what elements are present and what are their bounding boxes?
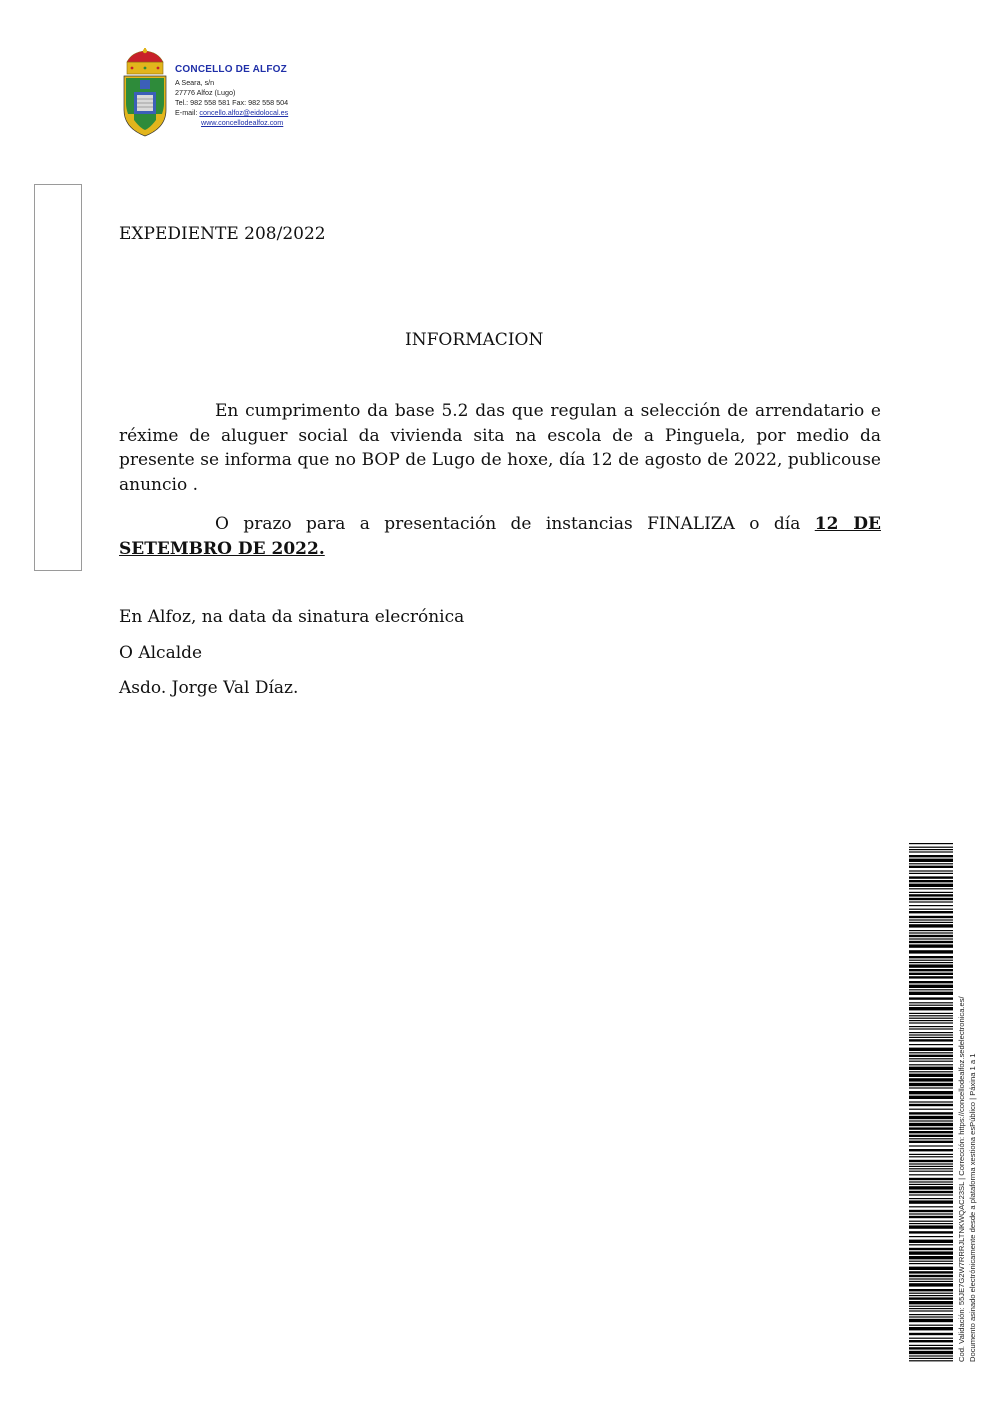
- barcode-bar: [909, 1306, 953, 1307]
- validation-line-2: Documento asinado electrónicamente desde a plataforma xestiona esPúblico | Páxina 1 a 1: [967, 1053, 977, 1362]
- barcode-bar: [909, 1244, 953, 1245]
- file-number: EXPEDIENTE 208/2022: [119, 224, 326, 244]
- barcode-bar: [909, 859, 953, 862]
- phone-line: Tel.: 982 558 581 Fax: 982 558 504: [175, 98, 289, 107]
- signer-name: Asdo. Jorge Val Díaz.: [119, 678, 299, 698]
- barcode-bar: [909, 1251, 953, 1254]
- barcode-bar: [909, 1327, 953, 1330]
- barcode-bar: [909, 870, 953, 871]
- barcode-bar: [909, 884, 953, 887]
- barcode-bar: [909, 1314, 953, 1315]
- barcode-bar: [909, 1198, 953, 1199]
- paragraph-announcement: [119, 399, 881, 497]
- barcode-bar: [909, 1355, 953, 1356]
- barcode-bar: [909, 876, 953, 878]
- barcode-bar: [909, 941, 953, 943]
- barcode-bar: [909, 1135, 953, 1137]
- barcode-bar: [909, 1267, 953, 1270]
- barcode-bar: [909, 1005, 953, 1006]
- barcode-bar: [909, 1316, 953, 1317]
- barcode-bar: [909, 1032, 953, 1033]
- barcode-bar: [909, 1221, 953, 1222]
- place-date: En Alfoz, na data da sinatura elecrónica: [119, 607, 465, 627]
- barcode-bar: [909, 1131, 953, 1133]
- barcode-bar: [909, 905, 953, 906]
- barcode-bar: [909, 1206, 953, 1207]
- barcode-bar: [909, 1231, 953, 1233]
- barcode-bar: [909, 1034, 953, 1035]
- barcode-bar: [909, 1091, 953, 1094]
- barcode-bar: [909, 1200, 953, 1203]
- barcode-bar: [909, 1360, 953, 1361]
- barcode-bar: [909, 935, 953, 937]
- barcode-bar: [909, 1310, 953, 1311]
- barcode-bar: [909, 1248, 953, 1250]
- barcode-bar: [909, 1044, 953, 1045]
- paragraph-announcement-text: En cumprimento da base 5.2 das que regulan a selección de arrendatario e réxime de aluguer social da vivienda sita na escola de a Pinguela, por medio da presente se informa que no BOP de Lugo de hoxe, día 12 de agosto de 2022, publicouse anuncio .: [119, 401, 881, 495]
- organization-name: CONCELLO DE ALFOZ: [175, 64, 287, 75]
- barcode-bar: [909, 873, 953, 874]
- barcode-bar: [909, 1301, 953, 1304]
- barcode-bar: [909, 1271, 953, 1273]
- barcode-bar: [909, 1295, 953, 1296]
- barcode-bar: [909, 1223, 953, 1224]
- barcode-bar: [909, 1022, 953, 1023]
- barcode-bar: [909, 1345, 953, 1346]
- barcode-bar: [909, 997, 953, 999]
- barcode-bar: [909, 1109, 953, 1110]
- barcode-bar: [909, 1168, 953, 1169]
- barcode-bar: [909, 1028, 953, 1029]
- barcode-bar: [909, 1071, 953, 1072]
- barcode-bar: [909, 898, 953, 900]
- validation-footer: [957, 996, 978, 1362]
- barcode-bar: [909, 866, 953, 868]
- website-link[interactable]: www.concellodealfoz.com: [201, 118, 284, 127]
- letterhead: [175, 64, 288, 128]
- barcode-bar: [909, 1127, 953, 1129]
- barcode-bar: [909, 1281, 953, 1282]
- barcode-bar: [909, 964, 953, 967]
- barcode-bar: [909, 1166, 953, 1167]
- barcode-bar: [909, 1191, 953, 1193]
- barcode-bar: [909, 1333, 953, 1335]
- barcode-bar: [909, 1138, 953, 1139]
- barcode-bar: [909, 1074, 953, 1077]
- barcode-bar: [909, 1319, 953, 1322]
- barcode-bar: [909, 985, 953, 988]
- barcode-bar: [909, 989, 953, 990]
- barcode-bar: [909, 1297, 953, 1299]
- barcode-bar: [909, 1018, 953, 1019]
- barcode-bar: [909, 1340, 953, 1342]
- validation-barcode: [909, 843, 953, 1365]
- barcode-bar: [909, 849, 953, 850]
- barcode-bar: [909, 1104, 953, 1106]
- barcode-bar: [909, 843, 953, 844]
- barcode-bar: [909, 851, 953, 852]
- barcode-bar: [909, 1078, 953, 1081]
- website-line: [175, 118, 288, 128]
- barcode-bar: [909, 944, 953, 947]
- barcode-bar: [909, 924, 953, 927]
- barcode-bar: [909, 909, 953, 910]
- barcode-bar: [909, 855, 953, 857]
- barcode-bar: [909, 1083, 953, 1086]
- barcode-bar: [909, 1123, 953, 1126]
- barcode-bar: [909, 1058, 953, 1059]
- barcode-bar: [909, 1048, 953, 1051]
- barcode-bar: [909, 1325, 953, 1326]
- barcode-bar: [909, 847, 953, 848]
- barcode-bar: [909, 1007, 953, 1010]
- barcode-bar: [909, 1026, 953, 1027]
- barcode-bar: [909, 1236, 953, 1237]
- email-link[interactable]: concello.alfoz@eidolocal.es: [199, 108, 289, 117]
- barcode-bar: [909, 1160, 953, 1162]
- barcode-bar: [909, 880, 953, 882]
- barcode-bar: [909, 1112, 953, 1114]
- barcode-bar: [909, 911, 953, 913]
- barcode-bar: [909, 1275, 953, 1277]
- paragraph-deadline: [119, 512, 881, 561]
- barcode-bar: [909, 894, 953, 896]
- barcode-bar: [909, 1358, 953, 1359]
- barcode-bar: [909, 1210, 953, 1212]
- barcode-bar: [909, 1347, 953, 1349]
- barcode-bar: [909, 1181, 953, 1182]
- barcode-bar: [909, 1037, 953, 1038]
- deadline-date: 12 DE SETEMBRO DE 2022.: [119, 514, 881, 559]
- barcode-bar: [909, 1145, 953, 1146]
- barcode-bar: [909, 1225, 953, 1228]
- barcode-bar: [909, 969, 953, 971]
- address-line: A Seara, s/n: [175, 78, 215, 87]
- barcode-bar: [909, 1020, 953, 1021]
- barcode-bar: [909, 981, 953, 983]
- barcode-bar: [909, 1184, 953, 1185]
- barcode-bar: [909, 1163, 953, 1164]
- barcode-bar: [909, 938, 953, 939]
- barcode-bar: [909, 1064, 953, 1065]
- paragraph-deadline-text: O prazo para a presentación de instancias FINALIZA o día: [215, 514, 815, 534]
- barcode-bar: [909, 1120, 953, 1121]
- barcode-bar: [909, 901, 953, 902]
- barcode-bar: [909, 962, 953, 963]
- barcode-bar: [909, 973, 953, 975]
- barcode-bar: [909, 1194, 953, 1195]
- barcode-bar: [909, 1186, 953, 1189]
- barcode-bar: [909, 1171, 953, 1172]
- barcode-bar: [909, 1055, 953, 1057]
- barcode-bar: [909, 916, 953, 918]
- barcode-bar: [909, 1101, 953, 1102]
- barcode-bar: [909, 1052, 953, 1053]
- barcode-bar: [909, 1178, 953, 1180]
- barcode-bar: [909, 888, 953, 889]
- email-line: [175, 108, 288, 118]
- barcode-bar: [909, 1283, 953, 1286]
- barcode-bar: [909, 1289, 953, 1291]
- registry-stamp-box: [34, 184, 82, 571]
- barcode-bar: [909, 956, 953, 958]
- barcode-bar: [909, 1213, 953, 1214]
- barcode-bar: [909, 992, 953, 995]
- barcode-bar: [909, 976, 953, 978]
- barcode-bar: [909, 960, 953, 961]
- barcode-bar: [909, 1351, 953, 1354]
- barcode-bar: [909, 1154, 953, 1155]
- barcode-bar: [909, 1149, 953, 1151]
- barcode-bar: [909, 1002, 953, 1003]
- barcode-bar: [909, 932, 953, 933]
- barcode-bar: [909, 1013, 953, 1014]
- barcode-bar: [909, 919, 953, 920]
- barcode-bar: [909, 1061, 953, 1062]
- barcode-bar: [909, 950, 953, 953]
- barcode-bar: [909, 1096, 953, 1099]
- coat-of-arms-logo: [120, 48, 170, 138]
- barcode-bar: [909, 1156, 953, 1157]
- barcode-bar: [909, 1240, 953, 1243]
- document-title: INFORMACION: [405, 330, 544, 350]
- barcode-bar: [909, 1293, 953, 1294]
- barcode-bar: [909, 1261, 953, 1262]
- barcode-bar: [909, 1141, 953, 1143]
- barcode-bar: [909, 1015, 953, 1016]
- barcode-bar: [909, 1256, 953, 1259]
- barcode-bar: [909, 1338, 953, 1339]
- barcode-bar: [909, 1278, 953, 1279]
- barcode-bar: [909, 922, 953, 923]
- barcode-bar: [909, 930, 953, 931]
- barcode-bar: [909, 1087, 953, 1088]
- barcode-bar: [909, 863, 953, 864]
- validation-line-1: Cod. Validación: 55JE7G2W7RRRJLTNKWQAC23SL | Corrección: https://concellodealfoz.sedelectronica.es/: [957, 996, 966, 1362]
- barcode-bar: [909, 1116, 953, 1119]
- email-label: E-mail:: [175, 108, 200, 117]
- barcode-bar: [909, 1216, 953, 1218]
- signer-role: O Alcalde: [119, 643, 203, 663]
- barcode-bar: [909, 1308, 953, 1309]
- barcode-bar: [909, 1067, 953, 1070]
- barcode-bar: [909, 1263, 953, 1264]
- barcode-bar: [909, 1174, 953, 1175]
- barcode-bar: [909, 1039, 953, 1041]
- barcode-bar: [909, 892, 953, 893]
- postal-line: 27776 Alfoz (Lugo): [175, 88, 236, 97]
